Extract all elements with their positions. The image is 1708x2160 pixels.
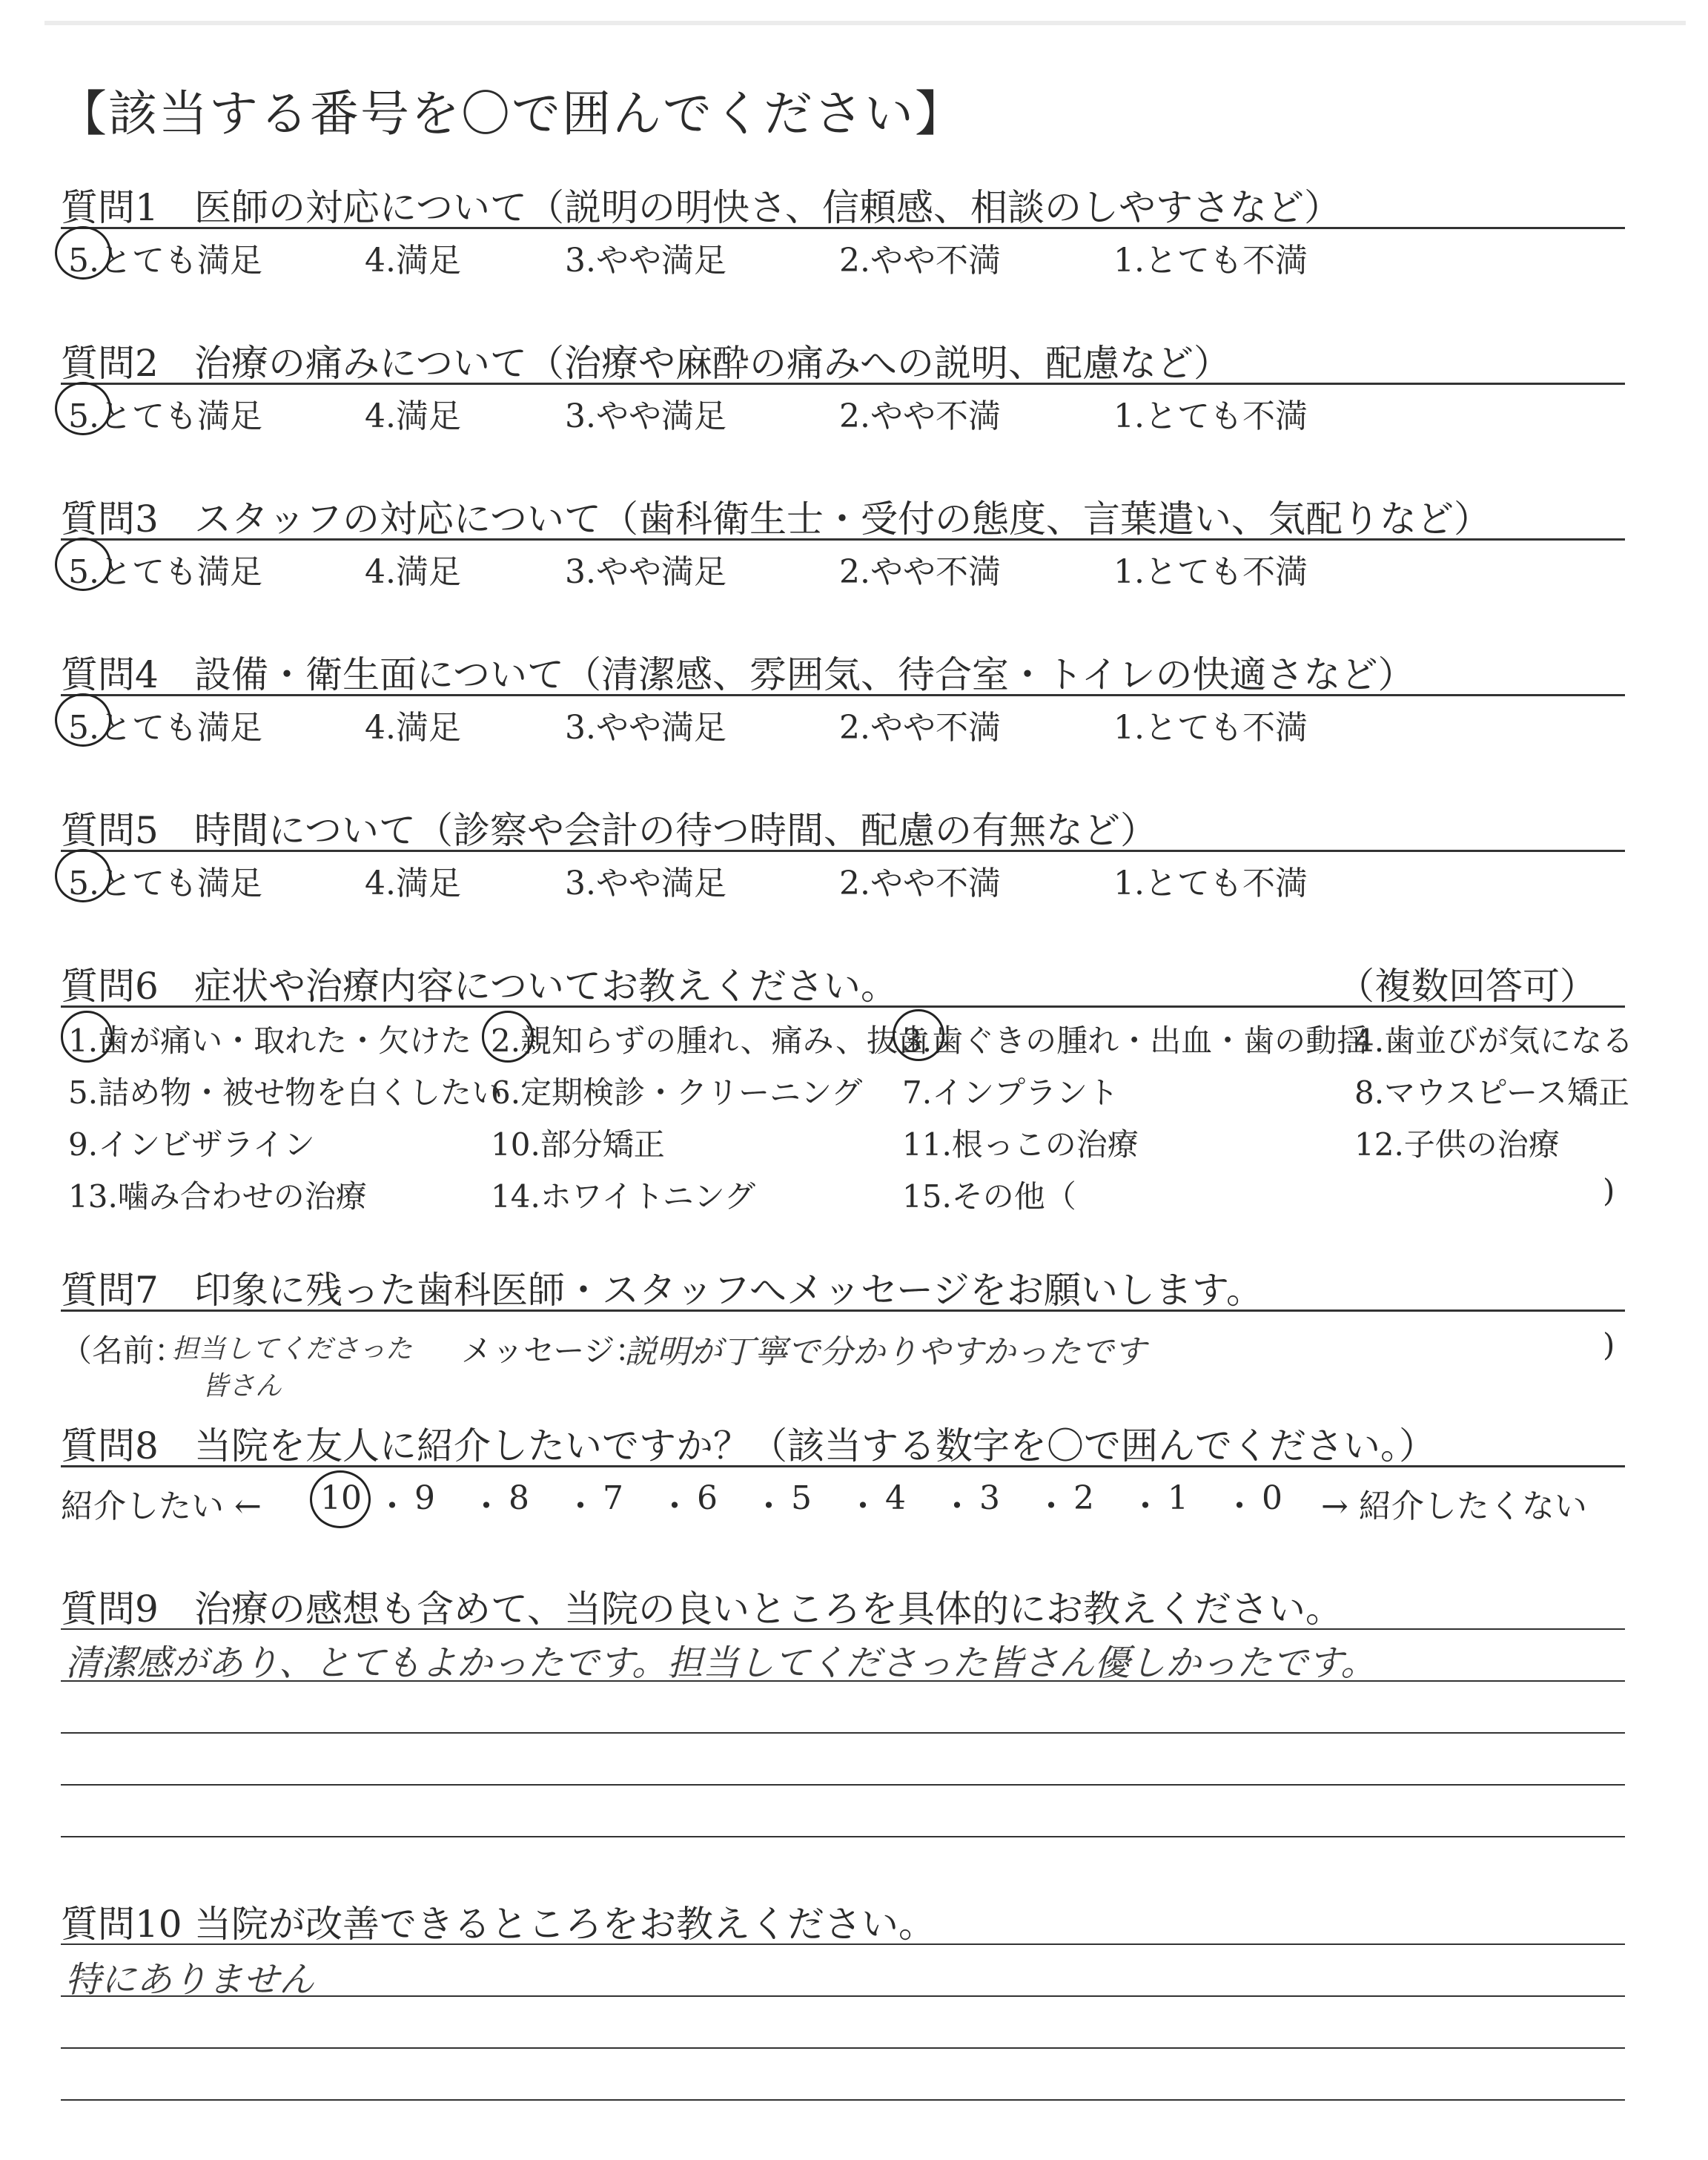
selection-circle-2 <box>482 1011 534 1063</box>
question-2 <box>61 334 1625 435</box>
selection-circle <box>55 382 111 435</box>
recommend-scale <box>61 1479 1625 1539</box>
scale-value-4[interactable]: 4 <box>885 1479 906 1517</box>
option-1[interactable]: 1.歯が痛い・取れた・欠けた <box>68 1023 472 1059</box>
selection-circle <box>55 538 111 591</box>
scale-value-7[interactable]: 7 <box>603 1479 623 1517</box>
message-label: メッセージ： <box>461 1332 646 1369</box>
question-number: 質問4 <box>61 653 159 696</box>
name-value-line1[interactable]: 担当してくださった <box>172 1334 413 1364</box>
option-2[interactable]: 2.親知らずの腫れ、痛み、抜歯 <box>491 1023 930 1059</box>
scale-value-1[interactable]: 1 <box>1168 1479 1188 1517</box>
question-number: 質問8 <box>61 1424 159 1467</box>
scale-separator: ・ <box>752 1487 785 1525</box>
option-10[interactable]: 10.部分矯正 <box>491 1126 665 1163</box>
question-text: 時間について（診察や会計の待つ時間、配慮の有無など） <box>194 809 1157 852</box>
q10-answer[interactable]: 特にありません <box>65 1959 315 2001</box>
question-text: 印象に残った歯科医師・スタッフへメッセージをお願いします。 <box>194 1269 1263 1312</box>
symptom-options <box>61 1017 1634 1224</box>
question-text: 設備・衛生面について（清潔感、雰囲気、待合室・トイレの快適さなど） <box>194 653 1415 696</box>
option-15-close: ) <box>1603 1172 1615 1209</box>
message-close: ) <box>1603 1327 1615 1363</box>
option-8[interactable]: 8.マウスピース矯正 <box>1354 1074 1630 1111</box>
rating-option-3[interactable]: 3.やや満足 <box>565 553 726 591</box>
rating-option-4[interactable]: 4.満足 <box>365 709 461 747</box>
scale-separator: ・ <box>470 1487 503 1525</box>
scale-separator: ・ <box>1129 1487 1162 1525</box>
rating-option-3[interactable]: 3.やや満足 <box>565 397 726 435</box>
rating-option-2[interactable]: 2.やや不満 <box>839 397 1001 435</box>
name-value-line2[interactable]: 皆さん <box>202 1371 282 1401</box>
option-11[interactable]: 11.根っこの治療 <box>902 1126 1139 1163</box>
scale-separator: ・ <box>564 1487 597 1525</box>
question-number: 質問9 <box>61 1588 159 1631</box>
question-number: 質問3 <box>61 498 159 541</box>
option-12[interactable]: 12.子供の治療 <box>1354 1126 1560 1163</box>
scale-value-6[interactable]: 6 <box>697 1479 718 1517</box>
scale-separator: ・ <box>941 1487 973 1525</box>
message-row <box>61 1321 1625 1401</box>
rating-option-1[interactable]: 1.とても不満 <box>1113 709 1308 747</box>
rating-option-2[interactable]: 2.やや不満 <box>839 709 1001 747</box>
rating-option-4[interactable]: 4.満足 <box>365 553 461 591</box>
option-14[interactable]: 14.ホワイトニング <box>491 1178 756 1215</box>
question-number: 質問6 <box>61 965 159 1008</box>
rating-option-2[interactable]: 2.やや不満 <box>839 242 1001 280</box>
rating-options <box>61 541 1625 591</box>
selection-circle-1 <box>61 1011 113 1063</box>
scan-edge <box>44 21 1686 25</box>
rating-option-1[interactable]: 1.とても不満 <box>1113 397 1308 435</box>
scale-value-2[interactable]: 2 <box>1073 1479 1094 1517</box>
answer-lines <box>61 1628 1625 1888</box>
option-9[interactable]: 9.インビザライン <box>68 1126 315 1163</box>
option-3[interactable]: 3.歯ぐきの腫れ・出血・歯の動揺 <box>902 1023 1368 1059</box>
scale-value-10[interactable]: 10 <box>320 1479 362 1517</box>
question-10 <box>61 1895 1625 2151</box>
rating-option-5[interactable]: 5.とても満足 <box>68 397 262 435</box>
rating-option-3[interactable]: 3.やや満足 <box>565 865 726 902</box>
scale-left-label: 紹介したい ← <box>61 1487 262 1525</box>
rating-option-4[interactable]: 4.満足 <box>365 397 461 435</box>
question-5 <box>61 801 1625 902</box>
question-9 <box>61 1579 1625 1888</box>
rating-option-5[interactable]: 5.とても満足 <box>68 553 262 591</box>
option-5[interactable]: 5.詰め物・被せ物を白くしたい <box>68 1074 503 1111</box>
question-text: スタッフの対応について（歯科衛生士・受付の態度、言葉遣い、気配りなど） <box>194 498 1491 541</box>
question-text: 医師の対応について（説明の明快さ、信頼感、相談のしやすさなど） <box>194 186 1341 229</box>
scale-value-8[interactable]: 8 <box>509 1479 529 1517</box>
question-1 <box>61 178 1625 280</box>
rating-option-4[interactable]: 4.満足 <box>365 242 461 280</box>
question-8 <box>61 1416 1625 1539</box>
question-7 <box>61 1261 1625 1401</box>
option-15[interactable]: 15.その他（ <box>902 1178 1076 1215</box>
question-number: 質問1 <box>61 186 159 229</box>
question-text: 治療の感想も含めて、当院の良いところを具体的にお教えください。 <box>194 1588 1343 1631</box>
question-text: 当院が改善できるところをお教えください。 <box>194 1903 936 1946</box>
selection-circle <box>55 693 111 747</box>
option-4[interactable]: 4.歯並びが気になる <box>1354 1023 1634 1059</box>
rating-option-3[interactable]: 3.やや満足 <box>565 242 726 280</box>
rating-options <box>61 229 1625 280</box>
rating-option-1[interactable]: 1.とても不満 <box>1113 553 1308 591</box>
scale-value-3[interactable]: 3 <box>979 1479 1000 1517</box>
option-7[interactable]: 7.インプラント <box>902 1074 1119 1111</box>
scale-right-label: → 紹介したくない <box>1321 1487 1587 1525</box>
option-6[interactable]: 6.定期検診・クリーニング <box>491 1074 863 1111</box>
question-3 <box>61 489 1625 591</box>
scale-value-9[interactable]: 9 <box>414 1479 435 1517</box>
option-13[interactable]: 13.噛み合わせの治療 <box>68 1178 367 1215</box>
rating-option-4[interactable]: 4.満足 <box>365 865 461 902</box>
question-number: 質問2 <box>61 342 159 385</box>
rating-option-5[interactable]: 5.とても満足 <box>68 242 262 280</box>
question-text: 症状や治療内容についてお教えください。 <box>194 965 898 1008</box>
rating-options <box>61 696 1625 747</box>
question-4 <box>61 645 1625 747</box>
scale-value-5[interactable]: 5 <box>791 1479 812 1517</box>
scale-separator: ・ <box>1223 1487 1256 1525</box>
name-label: （名前： <box>61 1332 186 1369</box>
rating-option-2[interactable]: 2.やや不満 <box>839 553 1001 591</box>
question-number: 質問7 <box>61 1269 159 1312</box>
scale-separator: ・ <box>847 1487 879 1525</box>
question-number: 質問10 <box>61 1903 182 1946</box>
selection-circle <box>55 226 111 280</box>
message-value[interactable]: 説明が丁寧で分かりやすかったです <box>624 1333 1146 1371</box>
question-text: 治療の痛みについて（治療や麻酔の痛みへの説明、配慮など） <box>194 342 1231 385</box>
selection-circle <box>55 849 111 902</box>
selection-circle <box>310 1470 371 1528</box>
rating-option-5[interactable]: 5.とても満足 <box>68 865 262 902</box>
question-6 <box>61 957 1634 1224</box>
form-header: 【該当する番号を〇で囲んでください】 <box>58 85 965 142</box>
rating-options <box>61 385 1625 435</box>
q9-answer[interactable]: 清潔感があり、とてもよかったです。担当してくださった皆さん優しかったです。 <box>65 1642 1377 1684</box>
answer-lines <box>61 1943 1625 2151</box>
scale-separator: ・ <box>376 1487 408 1525</box>
rating-option-5[interactable]: 5.とても満足 <box>68 709 262 747</box>
rating-option-1[interactable]: 1.とても不満 <box>1113 865 1308 902</box>
selection-circle-3 <box>893 1009 944 1061</box>
scale-separator: ・ <box>658 1487 691 1525</box>
rating-option-2[interactable]: 2.やや不満 <box>839 865 1001 902</box>
scale-value-0[interactable]: 0 <box>1262 1479 1282 1517</box>
rating-options <box>61 852 1625 902</box>
scale-separator: ・ <box>1035 1487 1068 1525</box>
rating-option-1[interactable]: 1.とても不満 <box>1113 242 1308 280</box>
question-number: 質問5 <box>61 809 159 852</box>
rating-option-3[interactable]: 3.やや満足 <box>565 709 726 747</box>
multi-answer-note: （複数回答可） <box>1337 965 1597 1008</box>
question-text: 当院を友人に紹介したいですか？（該当する数字を〇で囲んでください。） <box>194 1424 1436 1467</box>
